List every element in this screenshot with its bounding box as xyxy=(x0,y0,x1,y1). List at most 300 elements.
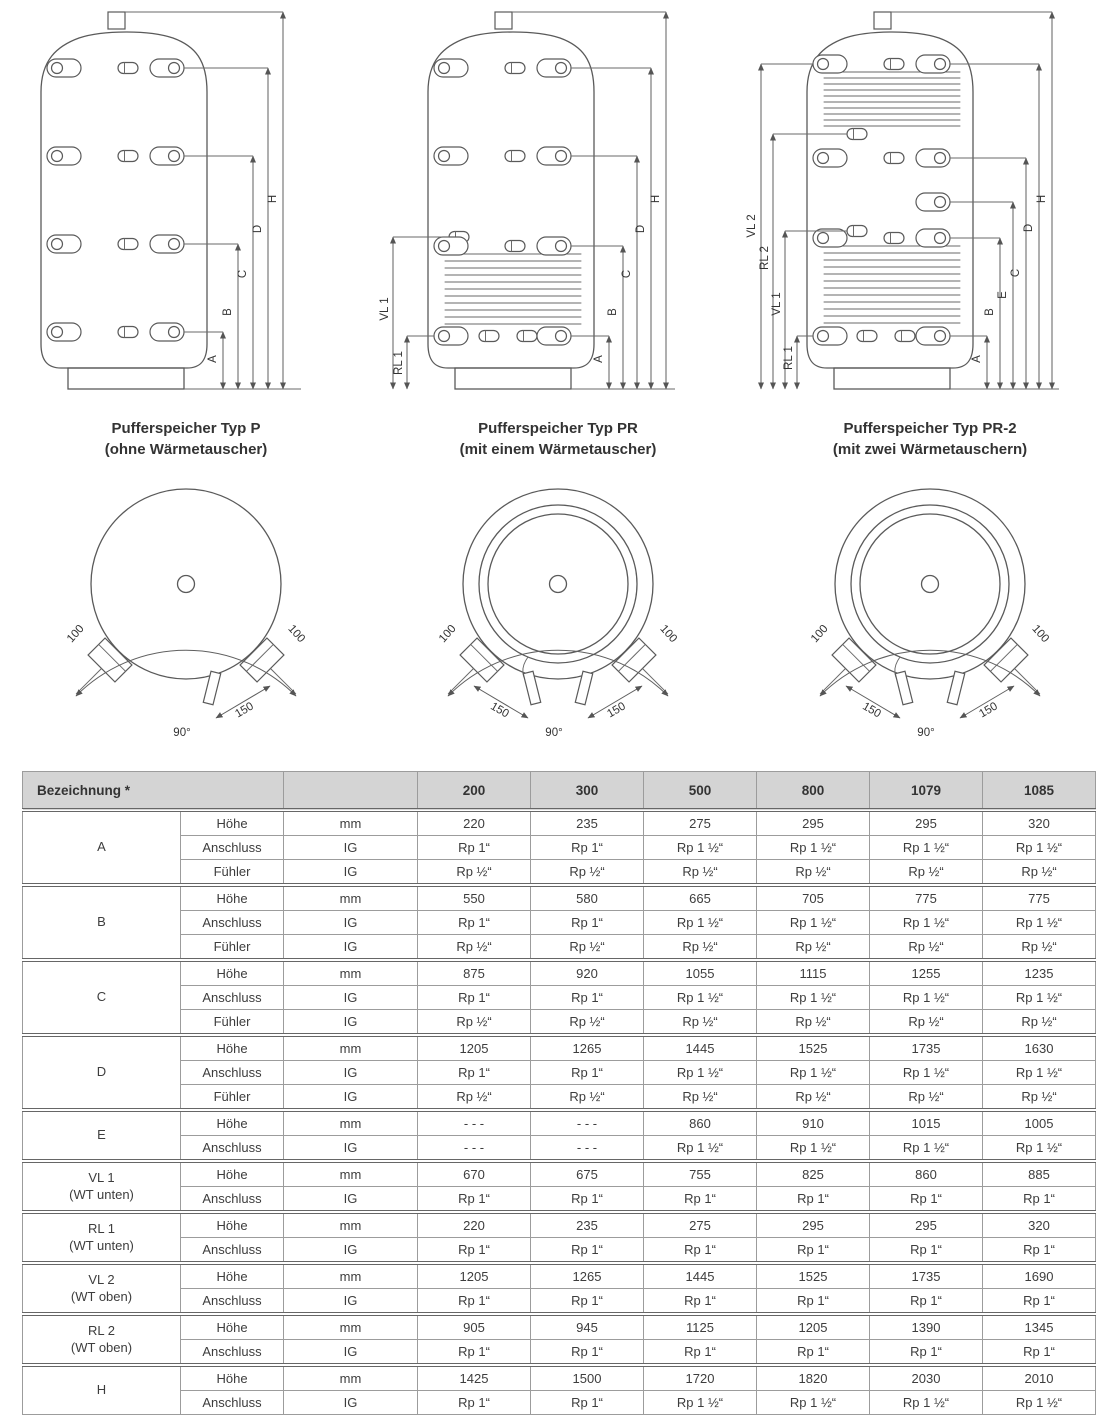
cell-value: Rp 1 ½“ xyxy=(644,1061,757,1085)
dim-label-d: D xyxy=(252,224,264,234)
cell-value: Rp ½“ xyxy=(644,860,757,886)
cell-value: Rp 1 ½“ xyxy=(644,986,757,1010)
cell-value: 295 xyxy=(757,810,870,836)
cell-value: 320 xyxy=(983,810,1096,836)
cell-value: 1255 xyxy=(870,960,983,986)
cell-value: 1235 xyxy=(983,960,1096,986)
cell-value: Rp 1“ xyxy=(870,1187,983,1213)
cell-value: Rp 1“ xyxy=(983,1238,1096,1264)
caption-line1: Pufferspeicher Typ PR-2 xyxy=(843,420,1017,437)
label-90deg: 90° xyxy=(917,727,935,739)
table-row xyxy=(23,1340,1096,1366)
cell-value: Rp ½“ xyxy=(644,1085,757,1111)
tank-top-cap xyxy=(874,12,891,29)
table-row xyxy=(23,1314,1096,1340)
cell-value: 860 xyxy=(644,1110,757,1136)
cell-value: 580 xyxy=(531,885,644,911)
cell-value: 295 xyxy=(757,1212,870,1238)
cell-value: 1445 xyxy=(644,1263,757,1289)
top-views-row xyxy=(0,466,1116,761)
cell-value: Rp 1 ½“ xyxy=(757,836,870,860)
cell-value: 1735 xyxy=(870,1035,983,1061)
group-label: VL 2 (WT oben) xyxy=(23,1263,181,1314)
cell-value: 945 xyxy=(531,1314,644,1340)
tank-outline xyxy=(428,32,594,368)
dim-label-c: C xyxy=(1010,268,1022,278)
diagram-typ-p xyxy=(0,6,372,460)
table-row xyxy=(23,986,1096,1010)
cell-value: Rp 1 ½“ xyxy=(870,1061,983,1085)
cell-value: Rp 1 ½“ xyxy=(757,1391,870,1415)
dim-label-b: B xyxy=(222,308,234,316)
cell-value: Rp 1“ xyxy=(418,836,531,860)
dim-label-h: H xyxy=(1036,194,1048,204)
cell-value: Rp 1 ½“ xyxy=(644,836,757,860)
cell-value: Rp ½“ xyxy=(870,1010,983,1036)
cell-unit: mm xyxy=(284,810,418,836)
cell-value: Rp 1 ½“ xyxy=(983,1391,1096,1415)
cell-prop: Höhe xyxy=(181,1263,284,1289)
connection-stub-right xyxy=(984,638,1053,707)
cell-value: Rp 1“ xyxy=(757,1187,870,1213)
table-row xyxy=(23,1161,1096,1187)
cell-value: Rp ½“ xyxy=(644,935,757,961)
cell-value: Rp 1“ xyxy=(757,1238,870,1264)
cell-unit: mm xyxy=(284,1161,418,1187)
label-100-left: 100 xyxy=(64,622,87,646)
cell-value: Rp 1 ½“ xyxy=(757,986,870,1010)
cell-value: 675 xyxy=(531,1161,644,1187)
table-row xyxy=(23,960,1096,986)
top-view-typ-p xyxy=(0,466,372,761)
caption-line2: (ohne Wärmetauscher) xyxy=(104,441,268,458)
cell-prop: Anschluss xyxy=(181,911,284,935)
header-size-800: 800 xyxy=(757,772,870,811)
cell-value: Rp ½“ xyxy=(983,1010,1096,1036)
label-100-left: 100 xyxy=(808,622,831,646)
cell-unit: IG xyxy=(284,1136,418,1162)
cell-prop: Anschluss xyxy=(181,1136,284,1162)
table-row xyxy=(23,911,1096,935)
cell-value: Rp 1“ xyxy=(531,1187,644,1213)
cell-value: 220 xyxy=(418,810,531,836)
label-90deg: 90° xyxy=(173,727,191,739)
diagram-typ-pr xyxy=(372,6,744,460)
dim-label-c: C xyxy=(621,269,633,279)
cell-prop: Höhe xyxy=(181,1161,284,1187)
cell-prop: Anschluss xyxy=(181,1238,284,1264)
cell-prop: Anschluss xyxy=(181,1187,284,1213)
group-label: A xyxy=(23,810,181,885)
label-100-right: 100 xyxy=(1029,622,1052,646)
cell-prop: Fühler xyxy=(181,935,284,961)
cell-value: Rp ½“ xyxy=(531,935,644,961)
table-header-row xyxy=(23,772,1096,811)
cell-value: 550 xyxy=(418,885,531,911)
table-row xyxy=(23,1136,1096,1162)
header-size-200: 200 xyxy=(418,772,531,811)
group-label: RL 1 (WT unten) xyxy=(23,1212,181,1263)
cell-value: Rp 1“ xyxy=(870,1289,983,1315)
center-port xyxy=(178,576,195,593)
dim-label-d: D xyxy=(635,224,647,234)
dimensions-table xyxy=(22,771,1096,1415)
center-port xyxy=(550,576,567,593)
table-row xyxy=(23,1187,1096,1213)
cell-unit: mm xyxy=(284,1110,418,1136)
tank-base xyxy=(455,368,571,389)
cell-unit: mm xyxy=(284,960,418,986)
dim-label-vl1: VL 1 xyxy=(379,297,391,321)
cell-value: Rp 1“ xyxy=(531,1061,644,1085)
cell-value: Rp 1 ½“ xyxy=(757,1061,870,1085)
group-label: RL 2 (WT oben) xyxy=(23,1314,181,1365)
top-view-typ-pr2 xyxy=(744,466,1116,761)
cell-value: Rp 1 ½“ xyxy=(983,911,1096,935)
cell-value: Rp ½“ xyxy=(757,1010,870,1036)
cell-value: 920 xyxy=(531,960,644,986)
cell-value: Rp 1“ xyxy=(870,1238,983,1264)
dim-label-vl1: VL 1 xyxy=(771,292,783,316)
cell-unit: IG xyxy=(284,1061,418,1085)
cell-value: Rp ½“ xyxy=(757,935,870,961)
header-unit-spacer xyxy=(284,772,418,811)
cell-value: Rp 1“ xyxy=(757,1289,870,1315)
cell-value: Rp 1“ xyxy=(644,1187,757,1213)
cell-value: Rp 1“ xyxy=(531,1391,644,1415)
cell-value: 1690 xyxy=(983,1263,1096,1289)
cell-unit: IG xyxy=(284,1289,418,1315)
cell-value: 755 xyxy=(644,1161,757,1187)
caption-line1: Pufferspeicher Typ PR xyxy=(478,420,638,437)
cell-value: Rp ½“ xyxy=(418,1085,531,1111)
cell-value: Rp 1 ½“ xyxy=(870,1391,983,1415)
table-row xyxy=(23,1289,1096,1315)
coil-inner-circle xyxy=(860,514,1000,654)
cell-value: Rp ½“ xyxy=(531,860,644,886)
cell-prop: Anschluss xyxy=(181,986,284,1010)
caption-typ-pr xyxy=(460,418,657,460)
cell-unit: mm xyxy=(284,1212,418,1238)
caption-typ-p xyxy=(105,418,268,460)
cell-value: 1525 xyxy=(757,1035,870,1061)
cell-unit: IG xyxy=(284,1391,418,1415)
table-row xyxy=(23,860,1096,886)
table-row xyxy=(23,1238,1096,1264)
cell-value: Rp 1 ½“ xyxy=(983,986,1096,1010)
label-150-right: 150 xyxy=(233,700,256,721)
header-size-1079: 1079 xyxy=(870,772,983,811)
caption-line2: (mit einem Wärmetauscher) xyxy=(459,441,657,458)
cell-value: Rp 1“ xyxy=(418,1391,531,1415)
cell-unit: mm xyxy=(284,1314,418,1340)
connection-stub-left xyxy=(807,638,876,707)
cell-value: Rp ½“ xyxy=(757,860,870,886)
dim-label-c: C xyxy=(237,269,249,279)
cell-unit: mm xyxy=(284,1263,418,1289)
cell-value: 1265 xyxy=(531,1263,644,1289)
cell-value: Rp 1“ xyxy=(644,1289,757,1315)
fittings xyxy=(47,59,184,341)
cell-value: Rp ½“ xyxy=(418,1010,531,1036)
cell-unit: IG xyxy=(284,935,418,961)
caption-typ-pr2 xyxy=(833,418,1027,460)
cell-value: - - - xyxy=(418,1136,531,1162)
cell-value: Rp 1“ xyxy=(418,1061,531,1085)
cell-value: 1735 xyxy=(870,1263,983,1289)
table-row xyxy=(23,1061,1096,1085)
tank-top-cap xyxy=(495,12,512,29)
cell-value: 1205 xyxy=(418,1035,531,1061)
cell-value: Rp 1 ½“ xyxy=(983,836,1096,860)
cell-prop: Höhe xyxy=(181,960,284,986)
group-label: B xyxy=(23,885,181,960)
cell-value: Rp 1“ xyxy=(531,911,644,935)
cell-value: Rp 1“ xyxy=(757,1340,870,1366)
cell-prop: Fühler xyxy=(181,1010,284,1036)
cell-value: Rp 1“ xyxy=(531,836,644,860)
cell-value: Rp ½“ xyxy=(531,1085,644,1111)
cell-value: Rp ½“ xyxy=(870,935,983,961)
cell-value: 1205 xyxy=(418,1263,531,1289)
cell-value: 1525 xyxy=(757,1263,870,1289)
cell-unit: IG xyxy=(284,1238,418,1264)
caption-line2: (mit zwei Wärmetauschern) xyxy=(832,441,1028,458)
center-port xyxy=(922,576,939,593)
cell-prop: Anschluss xyxy=(181,1340,284,1366)
cell-value: Rp 1“ xyxy=(531,1238,644,1264)
cell-unit: IG xyxy=(284,986,418,1010)
dim-label-rl2: RL 2 xyxy=(759,246,771,270)
group-label: E xyxy=(23,1110,181,1161)
header-size-500: 500 xyxy=(644,772,757,811)
cell-value: 705 xyxy=(757,885,870,911)
cell-value: Rp 1 ½“ xyxy=(644,1391,757,1415)
cell-value: 275 xyxy=(644,1212,757,1238)
tank-drawing-typ-pr xyxy=(379,6,733,406)
cell-value: 1445 xyxy=(644,1035,757,1061)
cell-value: 2030 xyxy=(870,1365,983,1391)
tank-drawing-typ-p xyxy=(11,6,361,406)
cell-value: Rp ½“ xyxy=(531,1010,644,1036)
top-view-typ-pr xyxy=(372,466,744,761)
dim-label-h: H xyxy=(267,194,279,204)
cell-value: 295 xyxy=(870,1212,983,1238)
cell-value: 235 xyxy=(531,1212,644,1238)
cell-prop: Anschluss xyxy=(181,1391,284,1415)
dim-label-rl1: RL 1 xyxy=(393,351,405,375)
label-90deg: 90° xyxy=(545,727,563,739)
cell-value: 1125 xyxy=(644,1314,757,1340)
cell-value: 1500 xyxy=(531,1365,644,1391)
cell-prop: Anschluss xyxy=(181,1289,284,1315)
cell-value: Rp ½“ xyxy=(983,1085,1096,1111)
table-row xyxy=(23,1010,1096,1036)
cell-value: Rp 1“ xyxy=(983,1340,1096,1366)
cell-value: 885 xyxy=(983,1161,1096,1187)
cell-value: Rp ½“ xyxy=(983,860,1096,886)
cell-value: 905 xyxy=(418,1314,531,1340)
cell-value: Rp 1“ xyxy=(870,1340,983,1366)
cell-value: Rp 1“ xyxy=(418,1238,531,1264)
cell-value: 220 xyxy=(418,1212,531,1238)
cell-prop: Höhe xyxy=(181,1035,284,1061)
cell-value: Rp 1“ xyxy=(531,1340,644,1366)
table-row xyxy=(23,1035,1096,1061)
cell-value: Rp ½“ xyxy=(644,1010,757,1036)
cell-value: Rp ½“ xyxy=(418,935,531,961)
table-row xyxy=(23,1085,1096,1111)
dim-label-a: A xyxy=(593,355,605,363)
cell-value: Rp 1 ½“ xyxy=(644,911,757,935)
cell-prop: Höhe xyxy=(181,810,284,836)
caption-line1: Pufferspeicher Typ P xyxy=(111,420,261,437)
cell-prop: Anschluss xyxy=(181,836,284,860)
dim-label-vl2: VL 2 xyxy=(746,214,758,238)
table-row xyxy=(23,810,1096,836)
cell-value: 875 xyxy=(418,960,531,986)
cell-value: 1345 xyxy=(983,1314,1096,1340)
cell-value: 2010 xyxy=(983,1365,1096,1391)
cell-value: 1005 xyxy=(983,1110,1096,1136)
dim-label-a: A xyxy=(971,355,983,363)
cell-value: Rp 1 ½“ xyxy=(983,1136,1096,1162)
dim-label-rl1: RL 1 xyxy=(783,346,795,370)
cell-value: Rp 1“ xyxy=(418,1187,531,1213)
cell-value: - - - xyxy=(531,1110,644,1136)
connection-stub-right xyxy=(612,638,681,707)
connection-stub-right xyxy=(240,638,309,707)
cell-value: Rp 1“ xyxy=(418,1340,531,1366)
fittings xyxy=(434,59,571,345)
dim-label-d: D xyxy=(1023,223,1035,233)
cell-value: Rp 1“ xyxy=(531,986,644,1010)
cell-value: Rp 1“ xyxy=(983,1289,1096,1315)
diagram-typ-pr2 xyxy=(744,6,1116,460)
cell-value: 1425 xyxy=(418,1365,531,1391)
dim-label-b: B xyxy=(984,308,996,316)
upper-heat-exchanger-coil xyxy=(824,72,960,126)
cell-value: Rp 1“ xyxy=(418,1289,531,1315)
label-100-right: 100 xyxy=(657,622,680,646)
cell-prop: Höhe xyxy=(181,1212,284,1238)
label-100-left: 100 xyxy=(436,622,459,646)
table-row xyxy=(23,1263,1096,1289)
group-label: VL 1 (WT unten) xyxy=(23,1161,181,1212)
cell-value: 1205 xyxy=(757,1314,870,1340)
cell-unit: mm xyxy=(284,1365,418,1391)
cell-value: Rp 1 ½“ xyxy=(644,1136,757,1162)
coil-outer-circle xyxy=(479,505,637,663)
label-150-left: 150 xyxy=(488,700,511,721)
table-row xyxy=(23,885,1096,911)
cell-value: 1820 xyxy=(757,1365,870,1391)
label-150-right: 150 xyxy=(605,700,628,721)
coil-outer-circle xyxy=(851,505,1009,663)
cell-value: Rp 1 ½“ xyxy=(757,1136,870,1162)
cell-unit: IG xyxy=(284,836,418,860)
cell-value: Rp ½“ xyxy=(983,935,1096,961)
cell-value: Rp ½“ xyxy=(757,1085,870,1111)
tank-base xyxy=(834,368,950,389)
cell-value: 1630 xyxy=(983,1035,1096,1061)
cell-value: 910 xyxy=(757,1110,870,1136)
cell-value: Rp 1“ xyxy=(983,1187,1096,1213)
cell-unit: IG xyxy=(284,860,418,886)
tank-base xyxy=(68,368,184,389)
cell-prop: Höhe xyxy=(181,885,284,911)
label-100-right: 100 xyxy=(285,622,308,646)
cell-prop: Höhe xyxy=(181,1365,284,1391)
cell-unit: IG xyxy=(284,1340,418,1366)
heat-exchanger-coil xyxy=(445,254,581,324)
cell-value: Rp 1 ½“ xyxy=(757,911,870,935)
cell-value: 1390 xyxy=(870,1314,983,1340)
dim-label-a: A xyxy=(207,355,219,363)
cell-unit: mm xyxy=(284,885,418,911)
cell-value: Rp 1“ xyxy=(644,1238,757,1264)
dim-label-e: E xyxy=(997,291,1009,299)
cell-value: Rp 1“ xyxy=(418,911,531,935)
cell-value: 235 xyxy=(531,810,644,836)
cell-unit: IG xyxy=(284,1085,418,1111)
cell-prop: Höhe xyxy=(181,1314,284,1340)
header-size-1085: 1085 xyxy=(983,772,1096,811)
cell-prop: Anschluss xyxy=(181,1061,284,1085)
coil-inner-circle xyxy=(488,514,628,654)
cell-value: 665 xyxy=(644,885,757,911)
cell-prop: Höhe xyxy=(181,1110,284,1136)
cell-unit: IG xyxy=(284,1187,418,1213)
cell-unit: IG xyxy=(284,911,418,935)
dim-label-b: B xyxy=(607,308,619,316)
table-row xyxy=(23,1212,1096,1238)
cell-value: 1115 xyxy=(757,960,870,986)
dim-label-h: H xyxy=(650,194,662,204)
cell-value: 1720 xyxy=(644,1365,757,1391)
cell-unit: IG xyxy=(284,1010,418,1036)
table-row xyxy=(23,1365,1096,1391)
cell-value: 860 xyxy=(870,1161,983,1187)
table-row xyxy=(23,935,1096,961)
connection-stub-left xyxy=(435,638,504,707)
spec-table-wrap xyxy=(22,771,1096,1415)
cell-value: Rp 1 ½“ xyxy=(870,1136,983,1162)
cell-value: 775 xyxy=(870,885,983,911)
cell-value: - - - xyxy=(531,1136,644,1162)
cell-value: Rp 1 ½“ xyxy=(983,1061,1096,1085)
cell-value: Rp 1 ½“ xyxy=(870,836,983,860)
cell-prop: Fühler xyxy=(181,1085,284,1111)
label-150-left: 150 xyxy=(860,700,883,721)
cell-value: Rp 1 ½“ xyxy=(870,911,983,935)
header-bezeichnung: Bezeichnung * xyxy=(23,772,284,811)
cell-value: 825 xyxy=(757,1161,870,1187)
cell-value: Rp ½“ xyxy=(870,860,983,886)
cell-value: 1265 xyxy=(531,1035,644,1061)
cell-value: 670 xyxy=(418,1161,531,1187)
cell-value: 275 xyxy=(644,810,757,836)
cell-value: Rp ½“ xyxy=(418,860,531,886)
cell-value: 1015 xyxy=(870,1110,983,1136)
cell-value: Rp ½“ xyxy=(870,1085,983,1111)
cell-value: 295 xyxy=(870,810,983,836)
cell-value: Rp 1 ½“ xyxy=(870,986,983,1010)
cell-value: 775 xyxy=(983,885,1096,911)
table-row xyxy=(23,1110,1096,1136)
tank-diagrams-row xyxy=(0,0,1116,460)
connection-stub-left xyxy=(63,638,132,707)
